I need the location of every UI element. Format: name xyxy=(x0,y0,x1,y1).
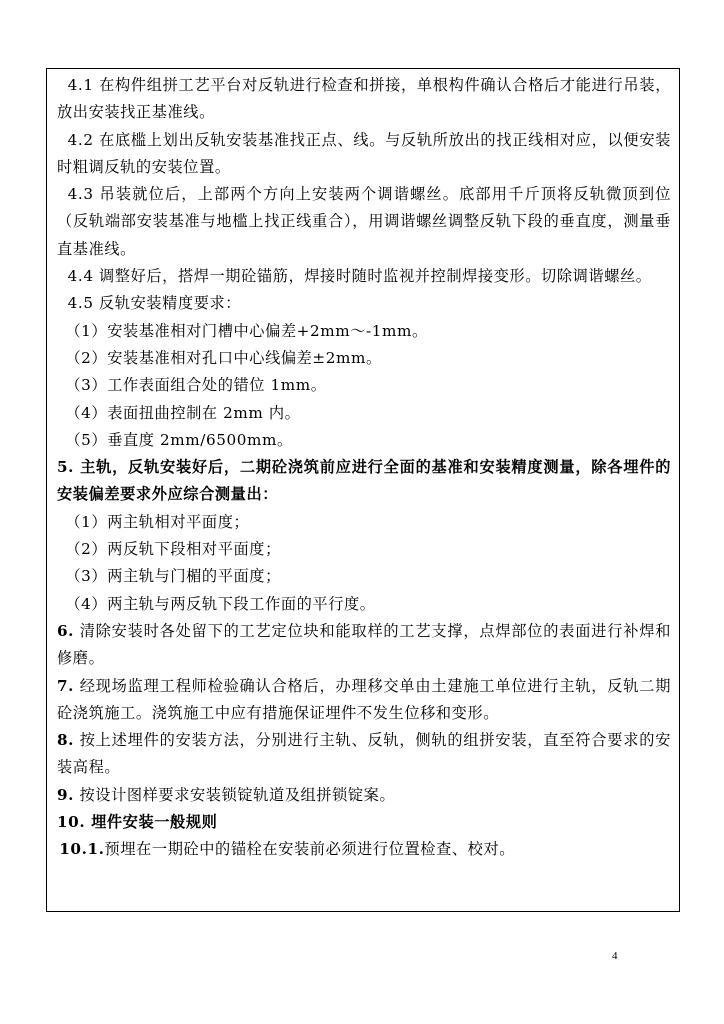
page-number: 4 xyxy=(612,950,618,962)
paragraph-4-4: 4.4 调整好后，搭焊一期砼锚筋，焊接时随时监视并控制焊接变形。切除调谐螺丝。 xyxy=(67,267,652,286)
paragraph-7 xyxy=(57,673,671,728)
paragraph-4-2: 4.2 在底槛上划出反轨安装基准找正点、线。与反轨所放出的找正线相对应，以便安装时粗调反轨的安装位置。 xyxy=(57,130,671,176)
paragraph-7-text: 经现场监理工程师检验确认合格后，办理移交单由土建施工单位进行主轨，反轨二期砼浇筑施工。浇筑施工中应有措施保证埋件不发生位移和变形。 xyxy=(57,676,671,722)
paragraph-4-1: 4.1 在构件组拼工艺平台对反轨进行检查和拼接，单根构件确认合格后才能进行吊装，放出安装找正基准线。 xyxy=(57,76,671,122)
paragraph-6 xyxy=(57,618,671,673)
paragraph-10-1-number: 10.1. xyxy=(59,840,105,859)
paragraph-9-text: 按设计图样要求安装锁锭轨道及组拼锁锭案。 xyxy=(74,785,396,804)
paragraph-8-number: 8. xyxy=(57,731,75,750)
paragraph-8 xyxy=(57,727,671,782)
paragraph-9 xyxy=(57,782,671,809)
measure-item-1: （1）两主轨相对平面度； xyxy=(65,512,250,531)
paragraph-10-1-text: 预埋在一期砼中的锚栓在安装前必须进行位置检查、校对。 xyxy=(104,840,516,859)
paragraph-5-heading: 5. 主轨，反轨安装好后，二期砼浇筑前应进行全面的基准和安装精度测量，除各埋件的安装偏差要求外应综合测量出： xyxy=(57,458,671,504)
paragraph-6-text: 清除安装时各处留下的工艺定位块和能取样的工艺支撑，点焊部位的表面进行补焊和修磨。 xyxy=(57,621,671,668)
section-10-heading: 10. 埋件安装一般规则 xyxy=(57,813,218,832)
paragraph-9-number: 9. xyxy=(57,785,75,804)
paragraph-8-text: 按上述埋件的安装方法，分别进行主轨、反轨，侧轨的组拼安装，直至符合要求的安装高程。 xyxy=(57,731,671,777)
document-table-cell xyxy=(46,68,680,912)
requirement-item-3: （3）工作表面组合处的错位 1mm。 xyxy=(65,376,327,395)
requirement-item-4: （4）表面扭曲控制在 2mm 内。 xyxy=(65,403,301,422)
document-body xyxy=(57,72,671,864)
paragraph-6-number: 6. xyxy=(57,621,75,640)
measure-item-4: （4）两主轨与两反轨下段工作面的平行度。 xyxy=(65,594,376,613)
requirement-item-1: （1）安装基准相对门槽中心偏差+2mm～-1mm。 xyxy=(65,321,428,340)
requirement-item-2: （2）安装基准相对孔口中心线偏差±2mm。 xyxy=(65,348,382,367)
requirement-item-5: （5）垂直度 2mm/6500mm。 xyxy=(65,430,293,449)
paragraph-7-number: 7. xyxy=(57,676,75,695)
paragraph-4-3: 4.3 吊装就位后，上部两个方向上安装两个调谐螺丝。底部用千斤顶将反轨微顶到位（反轨端部安装基准与地槛上找正线重合），用调谐螺丝调整反轨下段的垂直度，测量垂直基准线。 xyxy=(57,185,671,258)
paragraph-4-5: 4.5 反轨安装精度要求： xyxy=(67,294,242,313)
measure-item-2: （2）两反轨下段相对平面度； xyxy=(65,540,281,559)
paragraph-10-1 xyxy=(57,836,671,863)
measure-item-3: （3）两主轨与门楣的平面度； xyxy=(65,567,281,586)
